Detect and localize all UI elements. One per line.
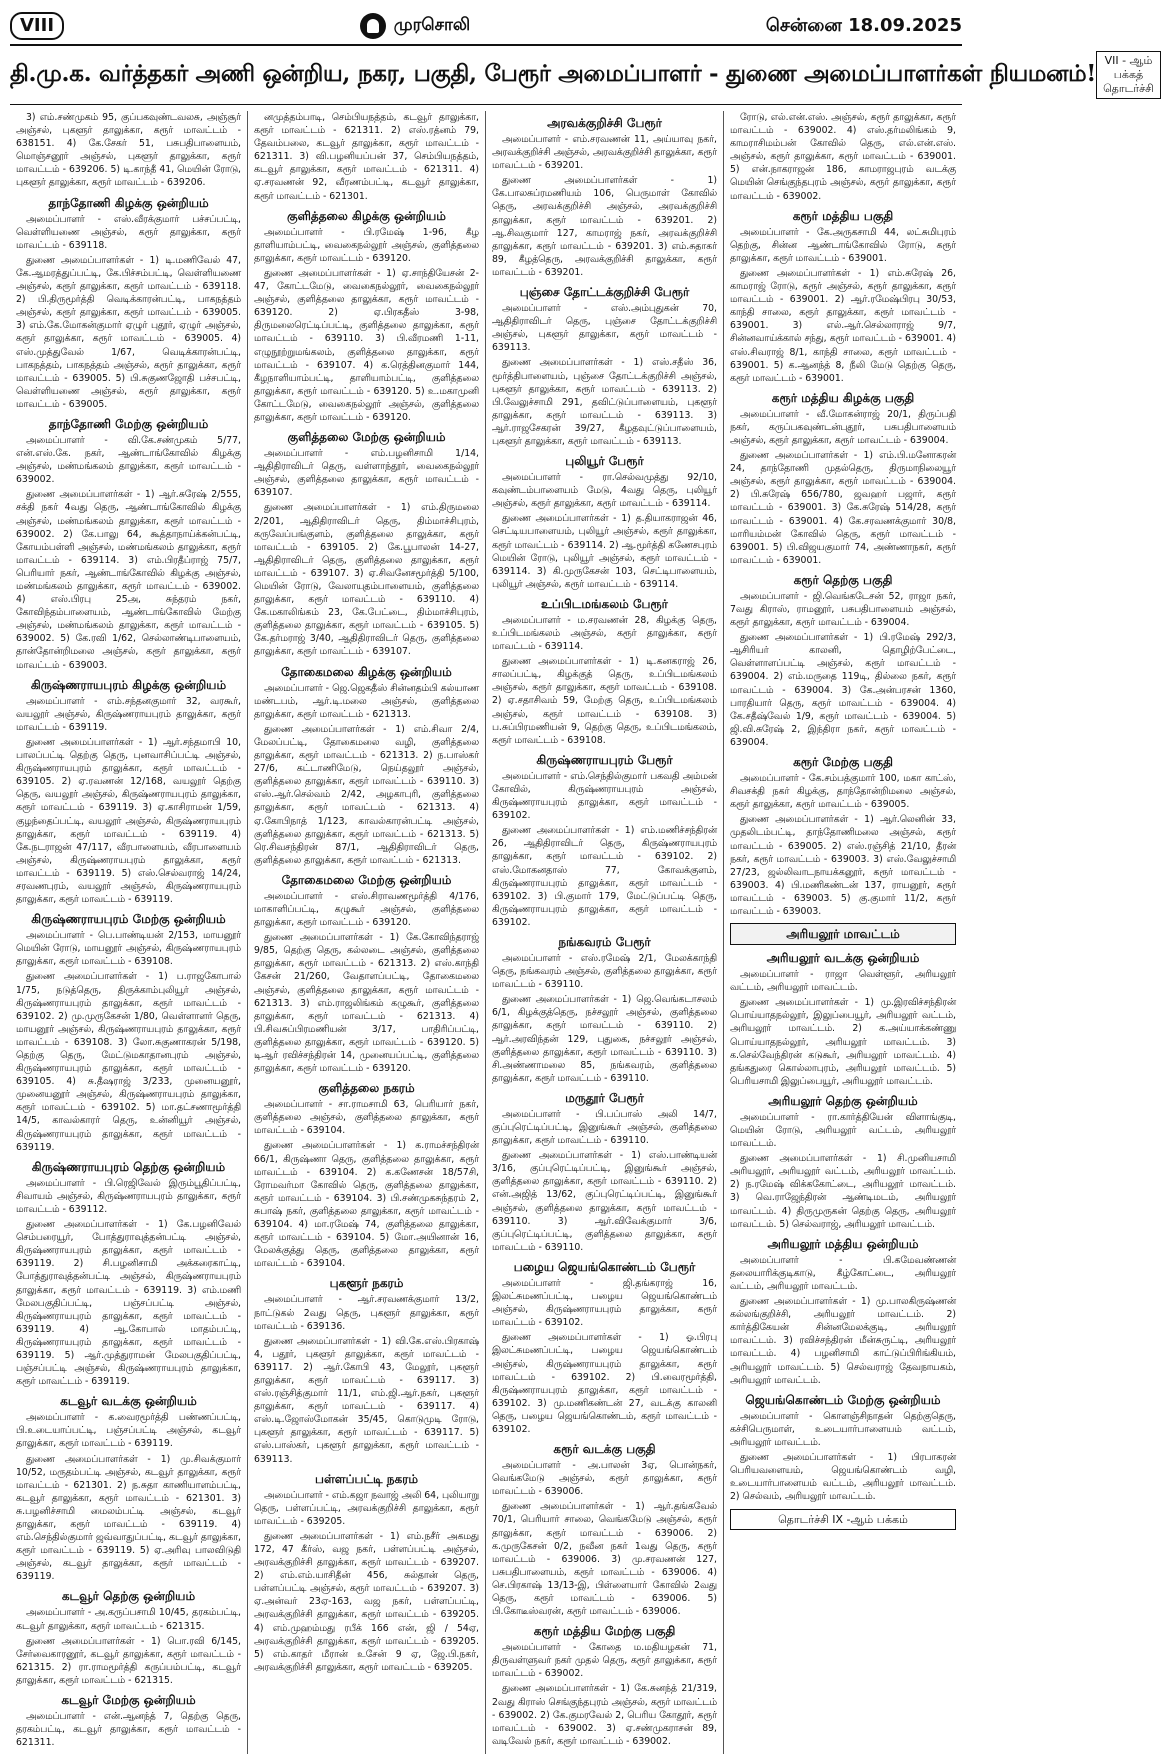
section (16, 1393, 241, 1583)
section-paragraph: அமைப்பாளர் - அ.கருப்பசாமி 10/45, தரகம்பட்டி, கடவூர் தாலுக்கா, கரூர் மாவட்டம் - 621315. (16, 1607, 241, 1632)
section-paragraph: அமைப்பாளர் - பி.கமேவண்ணன் தலையாரிக்குடிகாடு, கீழ்கோட்டை, அரியலூர் வட்டம், அரியலூர் மாவட்டம். (730, 1254, 956, 1292)
section-heading: தோகைமலை கிழக்கு ஒன்றியம் (281, 664, 452, 679)
section-paragraph: 3) எம்.சண்முகம் 95, குப்பகவுண்டவலசு, அஞ்சூர் அஞ்சல், புகளூர் தாலுக்கா, கரூர் மாவட்டம் - 638151. 4) கே.சேகர் 51, பசுபதிபாளையம், மொஞ்சனூர் அஞ்சல், புகளூர் தாலுக்கா, கரூர் மாவட்டம் - 639206. 5) டி.காந்தீ 41, மெயின் ரோடு, புகளூர் தாலுக்கா, கரூர் மாவட்டம் - 639206. (16, 112, 241, 189)
column-3 (486, 111, 724, 1754)
section-paragraph: அமைப்பாளர் - எஸ்.அம்புதுகன் 70, ஆதிதிராவிடர் தெரு, புஞ்சை தோட்டக்குறிச்சி அஞ்சல், புகளூர் தாலுக்கா, கரூர் மாவட்டம் - 639113. (492, 303, 717, 354)
section (730, 754, 956, 918)
section-paragraph: துணை அமைப்பாளர்கள் - 1) எம்.திருமலை 2/201, ஆதிதிராவிடர் தெரு, திம்மாச்சிபுரம், கருவேப்பங்குளம், குளித்தலை தாலுக்கா, கரூர் மாவட்டம் - 639105. 2) கே.பூபாலன் 14-27, ஆதிதிராவிடர் தெரு, குளித்தலை தாலுக்கா, கரூர் மாவட்டம் - 639107. 3) ஏ.சிவனேசமூர்த்தி 5/100, மெயின் ரோடு, வேலாயுதம்பாளையம், குளித்தலை தாலுக்கா, கரூர் மாவட்டம் - 639110. 4) கே.மகாலிங்கம் 23, கே.பேட்டை, திம்மாச்சிபுரம், குளித்தலை தாலுக்கா, கரூர் மாவட்டம் - 639105. 5) கே.தர்மராஜ் 3/40, ஆதிதிராவிடர் தெரு, குளித்தலை தாலுக்கா, கரூர் மாவட்டம் - 639107. (254, 502, 479, 658)
section (16, 1692, 241, 1749)
section (16, 1159, 241, 1389)
section-paragraph: அமைப்பாளர் - என்.ஆனந்த் 7, தெற்கு தெரு, தரகம்பட்டி, கடவூர் தாலுக்கா, கரூர் மாவட்டம் - 621311. (16, 1711, 241, 1749)
masthead (10, 8, 962, 46)
section-heading: அரவக்குறிச்சி பேரூர் (547, 116, 662, 130)
section-paragraph: அமைப்பாளர் - கே.சம்பத்குமார் 100, மகா காட்ஸ், சிவசக்தி நகர் கிழக்கு, தாந்தோன்றிமலை அஞ்சல், கரூர் தாலுக்கா, கரூர் மாவட்டம் - 639005. (730, 773, 956, 811)
section-heading: நங்கவரம் பேரூர் (558, 934, 651, 949)
section-heading: பள்ளப்பட்டி நகரம் (315, 1471, 418, 1486)
section-paragraph: அமைப்பாளர் - ராஜா வெள்ளூர், அரியலூர் வட்டம், அரியலூர் மாவட்டம். (730, 969, 956, 994)
section (254, 1275, 479, 1465)
section-paragraph: துணை அமைப்பாளர்கள் - 1) எம்.மணிச்சந்திரன் 26, ஆதிதிராவிடர் தெரு, கிருஷ்ணராயபுரம் தாலுக்கா, கரூர் மாவட்டம் - 639102. 2) எஸ்.மோகனதாஸ் 77, கோவக்குளம், கிருஷ்ணராயபுரம் தாலுக்கா, கரூர் மாவட்டம் - 639102. 3) பி.குமார் 179, மேட்டுப்பட்டி தெரு, கிருஷ்ணராயபுரம் தாலுக்கா, கரூர் மாவட்டம் - 639102. (492, 825, 717, 928)
section (730, 390, 956, 567)
section-paragraph: அமைப்பாளர் - ஜெ.ஜெகதீஸ் சின்னதம்பி கல்யாண மண்டபம், ஆர்.டி.மலை அஞ்சல், குளித்தலை தாலுக்கா, கரூர் மாவட்டம் - 621313. (254, 682, 479, 720)
section-heading: தோகைமலை மேற்கு ஒன்றியம் (281, 872, 452, 887)
section-paragraph: துணை அமைப்பாளர்கள் - 1) க.ராமச்சந்திரன் 66/1, கிருஷ்ணா தெரு, குளித்தலை தாலுக்கா, கரூர் மாவட்டம் - 639104. 2) க.கணேசன் 18/57சி, ரோமவர்மா கோவில் தெரு, குளித்தலை தாலுக்கா, கரூர் மாவட்டம் - 639104. 3) பி.சண்முகசுந்தரம் 2, சுபாஷ் நகர், குளித்தலை தாலுக்கா, கரூர் மாவட்டம் - 639104. 4) மா.ரமேஷ் 74, குளித்தலை தாலுக்கா, கரூர் மாவட்டம் - 639104. 5) மோ.அயினான் 16, மேலக்குத்து தெரு, குளித்தலை தாலுக்கா, கரூர் மாவட்டம் - 639104. (254, 1140, 479, 1270)
section (492, 1623, 717, 1748)
section-paragraph: அமைப்பாளர் - வீ.மோகன்ராஜ் 20/1, திருப்பதி நகர், கருப்பகவுண்டன்புதூர், பசுபதிபாளையம் அஞ்சல், கரூர் தாலுக்கா, கரூர் மாவட்டம் - 639004. (730, 408, 956, 446)
section-heading: புகளூர் நகரம் (329, 1276, 404, 1291)
section-paragraph: துணை அமைப்பாளர்கள் - 1) ஜெ.வெங்கடாசலம் 6/1, கிழக்குத்தெரு, நச்சலூர் அஞ்சல், குளித்தலை தாலுக்கா, கரூர் மாவட்டம் - 639110. 2) ஆர்.அரவிந்தன் 129, புதுகை, நச்சலூர் அஞ்சல், குளித்தலை தாலுக்கா, கரூர் மாவட்டம் - 639110. 3) சி.அண்ணாமலை 85, நங்கவரம், குளித்தலை தாலுக்கா, கரூர் மாவட்டம் - 639110. (492, 994, 717, 1084)
section-paragraph: துணை அமைப்பாளர்கள் - 1) மு.இரவிச்சந்திரன் பொய்யாதநல்லூர், இலுப்பையூர், அரியலூர் வட்டம், அரியலூர் மாவட்டம். 2) க.அய்யாக்கண்ணு பொய்யாதநல்லூர், அரியலூர் மாவட்டம். 3) க.செல்வேந்திரன் கடுகூர், அரியலூர் மாவட்டம். 4) தங்கதுரை கொல்லாபுரம், அரியலூர் மாவட்டம். 5) பெரியசாமி இலுப்பையூர், அரியலூர் மாவட்டம். (730, 997, 956, 1087)
section (492, 1090, 717, 1254)
section-paragraph: அமைப்பாளர் - எம்.கஜா நவாஜ் அலி 64, புலியாறு தெரு, பள்ளப்பட்டி, அரவக்குறிச்சி தாலுக்கா, கரூர் மாவட்டம் - 639205. (254, 1489, 479, 1527)
date: 18.09.2025 (848, 14, 962, 36)
section (254, 1471, 479, 1674)
section (16, 195, 241, 411)
section-paragraph: துணை அமைப்பாளர்கள் - 1) டி.கனகராஜ் 26, சாலப்பட்டி, கிழக்குத் தெரு, உப்பிடமங்கலம் அஞ்சல், கரூர் தாலுக்கா, கரூர் மாவட்டம் - 639108. 2) ஏ.சதாசிவம் 59, மேற்கு தெரு, உப்பிடமங்கலம் அஞ்சல், கரூர் மாவட்டம் - 639108. 3) ப.சுப்பிரமணியன் 9, தெற்கு தெரு, உப்பிடமங்கலம், கரூர் மாவட்டம் - 639108. (492, 656, 717, 746)
section (730, 1392, 956, 1504)
section-paragraph: அமைப்பாளர் - எம்.சந்தனகுமார் 32, வரகூர், வயலூர் அஞ்சல், கிருஷ்ணராயபுரம் தாலுக்கா, கரூர் மாவட்டம் - 639119. (16, 695, 241, 733)
section-paragraph: துணை அமைப்பாளர்கள் - 1) பிரபாகரன் பெரியவளையம், ஜெயங்கொண்டம் வழி, உடையார்பாளையம் வட்டம், அரியலூர் மாவட்டம். 2) செல்வம், அரியலூர் மாவட்டம். (730, 1451, 956, 1503)
section-paragraph: அமைப்பாளர் - எம்.சரவணன் 11, அய்யாவு நகர், அரவக்குறிச்சி அஞ்சல், அரவக்குறிச்சி தாலுக்கா, கரூர் மாவட்டம் - 639201. (492, 134, 717, 172)
section-heading: உப்பிடமங்கலம் பேரூர் (541, 596, 668, 611)
section-paragraph: அமைப்பாளர் - கே.அருகசாமி 44, லட்சுமிபுரம் தெற்கு, சின்ன ஆண்டாங்கோவில் ரோடு, கரூர் தாலுக்கா, கரூர் மாவட்டம் - 639001. (730, 226, 956, 264)
section-paragraph: அமைப்பாளர் - வி.கே.சண்முகம் 5/77, என்.எஸ்.கே. நகர், ஆண்டாங்கோவில் கிழக்கு அஞ்சல், மண்மங்கலம் தாலுக்கா, கரூர் மாவட்டம் - 639002. (16, 434, 241, 486)
section-paragraph: அமைப்பாளர் - எஸ்.வீரக்குமார் பச்சப்பட்டி, வெள்ளியணை அஞ்சல், கரூர் தாலுக்கா, கரூர் மாவட்டம் - 639118. (16, 213, 241, 251)
section-heading: ஜெயங்கொண்டம் மேற்கு ஒன்றியம் (745, 1392, 941, 1407)
section-heading: கரூர் வடக்கு பகுதி (553, 1442, 656, 1457)
column-2 (248, 111, 486, 1754)
section-paragraph: துணை அமைப்பாளர்கள் - 1) பொ.ரவி 6/145, சேர்வைகாரனூர், கடவூர் தாலுக்கா, கரூர் மாவட்டம் - 621315. 2) ரா.ராமமூர்த்தி கருப்பம்பட்டி, கடவூர் தாலுக்கா, கரூர் மாவட்டம் - 621315. (16, 1635, 241, 1686)
paper-name: முரசொலி (393, 15, 471, 35)
section-paragraph: அமைப்பாளர் - எம்.செந்தில்குமார் பகவதி அம்மன் கோவில், கிருஷ்ணராயபுரம் அஞ்சல், கிருஷ்ணராயபுரம் தாலுக்கா, கரூர் மாவட்டம் - 639102. (492, 770, 717, 822)
section-paragraph: துணை அமைப்பாளர்கள் - 1) வி.கே.எஸ்.பிரகாஷ் 4, பதூர், புகளூர் தாலுக்கா, கரூர் மாவட்டம் - 639117. 2) ஆர்.கோபி 43, மேலூர், புகளூர் தாலுக்கா, கரூர் மாவட்டம் - 639117. 3) எஸ்.ரஞ்சித்குமார் 11/1, எம்.ஜி.ஆர்.நகர், புகளூர் தாலுக்கா, கரூர் மாவட்டம் - 639117. 4) எஸ்.டி.ஜோஸ்மோகன் 35/45, கொடுமுடி ரோடு, புகளூர் தாலுக்கா, கரூர் மாவட்டம் - 639117. 5) எஸ்.பாஸ்கர், புகளூர் தாலுக்கா, கரூர் மாவட்டம் - 639113. (254, 1335, 479, 1465)
section-paragraph: துணை அமைப்பாளர்கள் - 1) சி.முனியசாமி அரியலூர், அரியலூர் வட்டம், அரியலூர் மாவட்டம். 2) ந.ரமேஷ் விக்ககோட்டை, அரியலூர் மாவட்டம். 3) வெ.ராஜேந்திரன் ஆண்டிமடம், அரியலூர் மாவட்டம். 4) திருமுருகன் தெற்கு தெரு, அரியலூர் மாவட்டம். 5) செல்வராஜ், அரியலூர் மாவட்டம். (730, 1153, 956, 1230)
section (492, 284, 717, 448)
section (730, 208, 956, 385)
column-1 (10, 111, 248, 1754)
section-heading: கரூர் மத்திய பகுதி (792, 208, 894, 223)
section-paragraph: துணை அமைப்பாளர்கள் - 1) எஸ்.சதீஸ் 36, மூர்த்திபாளையம், புஞ்சை தோட்டக்குறிச்சி அஞ்சல், புகளூர் தாலுக்கா, கரூர் மாவட்டம் - 639113. 2) பி.வேலுச்சாமி 291, தவிட்டுப்பாளையம், புகளூர் தாலுக்கா, கரூர் மாவட்டம் - 639113. 3) ஆர்.ராஜசேகரன் 39/27, கீழதவுட்டுப்பாளையம், புகளூர் தாலுக்கா, கரூர் மாவட்டம் - 639113. (492, 357, 717, 447)
section-paragraph: ரோடு, எல்.என்.எஸ். அஞ்சல், கரூர் தாலுக்கா, கரூர் மாவட்டம் - 639002. 4) எஸ்.தர்மலிங்கம் 9, காமராசிமம்பன் கோவில் தெரு, எல்.என்.எஸ். அஞ்சல், கரூர் தாலுக்கா, கரூர் மாவட்டம் - 639001. 5) என்.நாகராஜன் 186, காமராஜபுரம் வடக்கு மெயின் செங்குந்தபுரம் அஞ்சல், கரூர் தாலுக்கா, கரூர் மாவட்டம் - 639002. (730, 112, 956, 202)
section-paragraph: துணை அமைப்பாளர்கள் - 1) ஆர்.லெனின் 33, முதலிடம்பட்டி, தாந்தோணிமலை அஞ்சல், கரூர் மாவட்டம் - 639005. 2) எஸ்.ரஞ்சித் 21/10, தீரன் நகர், கரூர் மாவட்டம் - 639003. 3) எஸ்.வேலுச்சாமி 27/23, ஜல்லிவாடநாயக்கனூர், கரூர் மாவட்டம் - 639003. 4) பி.மணிகண்டன் 137, ராயனூர், கரூர் மாவட்டம் - 639003. 5) கு.குமார் 11/2, கரூர் மாவட்டம் - 639003. (730, 814, 956, 917)
section-heading: தாந்தோணி மேற்கு ஒன்றியம் (48, 416, 209, 431)
section-paragraph: துணை அமைப்பாளர்கள் - 1) த.தியாகராஜன் 46, செட்டியபாளையம், புலியூர் அஞ்சல், கரூர் தாலுக்கா, கரூர் மாவட்டம் - 639114. 2) ஆ.மூர்த்தி கணேசபுரம் மெயின் ரோடு, புலியூர் அஞ்சல், கரூர் மாவட்டம் - 639114. 3) கி.முருகேசன் 103, செட்டிபாளையம், புலியூர் அஞ்சல், கரூர் மாவட்டம் - 639114. (492, 513, 717, 590)
section-heading: கிருஷ்ணராயபுரம் கிழக்கு ஒன்றியம் (30, 677, 227, 692)
section-heading: மருதூர் பேரூர் (565, 1090, 644, 1105)
section-heading: கரூர் மத்திய மேற்கு பகுதி (533, 1624, 676, 1639)
section-paragraph: அமைப்பாளர் - க.வைரமூர்த்தி பண்ணப்பட்டி, பி.உடையாப்பட்டி, பஞ்சப்பட்டி அஞ்சல், கடவூர் தாலுக்கா, கரூர் மாவட்டம் - 639119. (16, 1412, 241, 1450)
section-heading: அரியலூர் வடக்கு ஒன்றியம் (766, 951, 920, 966)
section-paragraph: அமைப்பாளர் - ரா.செல்வமுத்து 92/10, கவுண்டம்பாளையம் மேடு, 4வது தெரு, புலியூர் அஞ்சல், கரூர் தாலுக்கா, கரூர் மாவட்டம் - 639114. (492, 472, 717, 510)
section-paragraph: அமைப்பாளர் - பி.ரமேஷ் 1-96, கீழ தாளியாம்பட்டி, வைகைநல்லூர் அஞ்சல், குளித்தலை தாலுக்கா, கரூர் மாவட்டம் - 639120. (254, 226, 479, 264)
section-heading: குளித்தலை நகரம் (318, 1081, 415, 1096)
section-paragraph: துணை அமைப்பாளர்கள் - 1) ஏ.சாந்தியேசன் 2-47, கோட்டமேடு, வைகைநல்லூர், வைகைநல்லூர் அஞ்சல், குளித்தலை தாலுக்கா, கரூர் மாவட்டம் - 639120. 2) ஏ.பிரகதீஸ் 3-98, திருமலைரெட்டிப்பட்டி, குளித்தலை தாலுக்கா, கரூர் மாவட்டம் - 639110. 3) பி.வீரமணி 1-11, எழுநூற்றுமங்கலம், குளித்தலை தாலுக்கா, கரூர் மாவட்டம் - 639107. 4) க.ரெத்தினகுமார் 144, கீழநாளியாம்பட்டி, தாளியாம்பட்டி, குளித்தலை தாலுக்கா, கரூர் மாவட்டம் - 639120. 5) உ.மகாமுனி கோட்டமேடு, வைகைநல்லூர் அஞ்சல், குளித்தலை தாலுக்கா, கரூர் மாவட்டம் - 639120. (254, 267, 479, 423)
section-heading: கிருஷ்ணராயபுரம் பேரூர் (536, 752, 673, 767)
page-headline: தி.மு.க. வர்த்தகர் அணி ஒன்றிய, நகர, பகுதி, பேரூர் அமைப்பாளர் - துணை அமைப்பாளர்கள் நியமனம்! (10, 60, 1097, 87)
section (16, 677, 241, 907)
section-heading: கடவூர் வடக்கு ஒன்றியம் (60, 1394, 197, 1409)
section-heading: பழைய ஜெயங்கொண்டம் பேரூர் (513, 1259, 696, 1274)
section-paragraph: அமைப்பாளர் - ஜி.தங்கராஜ் 16, இலட்சுமணப்பட்டி, பழைய ஜெயங்கொண்டம் அஞ்சல், கிருஷ்ணராயபுரம் தாலுக்கா, கரூர் மாவட்டம் - 639102. (492, 1277, 717, 1329)
section-paragraph: துணை அமைப்பாளர்கள் - 1) மு.சிவக்குமார் 10/52, மருதம்பட்டி அஞ்சல், கடவூர் தாலுக்கா, கரூர் மாவட்டம் - 621301. 2) ந.சுதா காணியாளம்பட்டி, கடவூர் தாலுக்கா, கரூர் மாவட்டம் - 621301. 3) சு.பழனிச்சாமி மைலம்பட்டி அஞ்சல், கடவூர் தாலுக்கா, கரூர் மாவட்டம் - 639119. 4) எம்.செந்தில்குமார் ஜவ்வாதுப்பட்டி, கடவூர் தாலுக்கா, கரூர் மாவட்டம் - 639119. 5) ஏ.அரிவு பாலவிடுதி அஞ்சல், கடவூர் தாலுக்கா, கரூர் மாவட்டம் - 639119. (16, 1453, 241, 1583)
section-paragraph: அமைப்பாளர் - ஜி.வெங்கடேசன் 52, ராஜா நகர், 7வது கிராஸ், ராமனூர், பசுபதிபாளையம் அஞ்சல், கரூர் தாலுக்கா, கரூர் மாவட்டம் - 639004. (730, 590, 956, 629)
section-paragraph: துணை அமைப்பாளர்கள் - 1) ஆர்.சந்தமாபி 10, பாலப்பட்டி தெற்கு தெரு, புனவாசிப்பட்டி அஞ்சல், கிருஷ்ணராயபுரம் தாலுக்கா, கரூர் மாவட்டம் - 639105. 2) ஏ.ரவணன் 12/168, வயலூர் தெற்கு தெரு, வயலூர் அஞ்சல், கிருஷ்ணராயபுரம் தாலுக்கா, கரூர் மாவட்டம் - 639119. 3) ஏ.காசிராமன் 1/59, குழந்தைப்பட்டி, வயலூர் அஞ்சல், கிருஷ்ணராயபுரம் தாலுக்கா, கரூர் மாவட்டம் - 639119. 4) கே.நடராஜன் 47/117, வீரபாளையம், வீரபாளையம் அஞ்சல், கிருஷ்ணராயபுரம் தாலுக்கா, கரூர் மாவட்டம் - 639119. 5) எஸ்.செல்வராஜ் 14/24, சரவணபுரம், வயலூர் அஞ்சல், கிருஷ்ணராயபுரம் தாலுக்கா, கரூர் மாவட்டம் - 639119. (16, 736, 241, 906)
section-paragraph: துணை அமைப்பாளர்கள் - 1) எம்.நசீர் அகமது 172, 47 கீர்ஸ், வஜ நகர், பள்ளப்பட்டி அஞ்சல், அரவக்குறிச்சி தாலுக்கா, கரூர் மாவட்டம் - 639207. 2) எம்.எம்.யாசிதீன் 456, சுல்தான் தெரு, பள்ளப்பட்டி அஞ்சல், கரூர் மாவட்டம் - 639207. 3) ஏ.அன்வர் 23ஏ-163, வஜ நகர், பள்ளப்பட்டி, அரவக்குறிச்சி தாலுக்கா, கரூர் மாவட்டம் - 639205. 4) எம்.முஹம்மது ரபீக் 166 என், ஜி / 54ஏ, அரவக்குறிச்சி தாலுக்கா, கரூர் மாவட்டம் - 639205. 5) எம்.காதர் மீரான் உசேன் 9 ஏ, ஜே.பி.நகர், அரவக்குறிச்சி தாலுக்கா, கரூர் மாவட்டம் - 639205. (254, 1530, 479, 1673)
section-heading: கிருஷ்ணராயபுரம் தெற்கு ஒன்றியம் (31, 1159, 226, 1174)
section (492, 1441, 717, 1618)
section-paragraph: அமைப்பாளர் - பி.பப்பாஸ் அலி 14/7, குப்புரெட்டிப்பட்டி, இனுங்கூர் அஞ்சல், குளித்தலை தாலுக்கா, கரூர் மாவட்டம் - 639110. (492, 1108, 717, 1147)
section-paragraph: அமைப்பாளர் - எஸ்.சிராவணமூர்த்தி 4/176, மாகாளிப்பட்டி, கழுகூர் அஞ்சல், குளித்தலை தாலுக்கா, கரூர் மாவட்டம் - 639120. (254, 890, 479, 929)
dateline (766, 15, 962, 38)
murasoli-logo-icon (360, 13, 386, 39)
section (254, 111, 479, 203)
section (16, 911, 241, 1154)
paper-brand (360, 13, 471, 39)
section-heading: குளித்தலை கிழக்கு ஒன்றியம் (287, 208, 446, 223)
section-heading: குளித்தலை மேற்கு ஒன்றியம் (287, 430, 446, 445)
section-paragraph: துணை அமைப்பாளர்கள் - 1) எஸ்.பாண்டியன் 3/16, குப்புரெட்டிப்பட்டி, இனுங்கூர் அஞ்சல், குளித்தலை தாலுக்கா, கரூர் மாவட்டம் - 639110. 2) என்.அஜித் 13/62, குப்புரெட்டிப்பட்டி, இனுங்கூர் அஞ்சல், குளித்தலை தாலுக்கா, கரூர் மாவட்டம் - 639110. 3) ஆர்.விவேக்குமார் 3/6, குப்புரெட்டிப்பட்டி, குளித்தலை தாலுக்கா, கரூர் மாவட்டம் - 639110. (492, 1150, 717, 1253)
section-heading: கரூர் மேற்கு பகுதி (793, 755, 893, 770)
section-paragraph: துணை அமைப்பாளர்கள் - 1) கே.பாலசுப்ரமணியம் 106, பெருமாள் கோவில் தெரு, அரவக்குறிச்சி அஞ்சல், அரவக்குறிச்சி தாலுக்கா, கரூர் மாவட்டம் - 639201. 2) ஆ.சிவகுமார் 127, காமராஜ் நகர், அரவக்குறிச்சி தாலுக்கா, கரூர் மாவட்டம் - 639201. 3) எம்.சுதாகர் 89, கீழத்தெரு, அரவக்குறிச்சி தாலுக்கா, கரூர் மாவட்டம் - 639201. (492, 175, 717, 278)
section-paragraph: அமைப்பாளர் - சா.ராமசாமி 63, பெரியார் நகர், குளித்தலை அஞ்சல், குளித்தலை தாலுக்கா, கரூர் மாவட்டம் - 639104. (254, 1099, 479, 1137)
section (16, 111, 241, 190)
section-heading: தாந்தோணி கிழக்கு ஒன்றியம் (48, 195, 209, 210)
section (254, 664, 479, 867)
section-paragraph: துணை அமைப்பாளர்கள் - 1) எம்.பி.மனோகரன் 24, தாந்தோணி முதல்தெரு, திருமாநிலையூர் அஞ்சல், கரூர் தாலுக்கா, கரூர் மாவட்டம் - 639004. 2) பி.சுரேஷ் 656/780, ஜவஹர் பஜார், கரூர் மாவட்டம் - 639001. 3) கே.சுரேஷ் 514/28, கரூர் மாவட்டம் - 639001. 4) கே.சரவணக்குமார் 30/8, மாரியம்மன் கோவில் தெரு, கரூர் மாவட்டம் - 639001. 5) பி.விஜயகுமார் 74, அண்ணாநகர், கரூர் மாவட்டம் - 639001. (730, 450, 956, 566)
city: சென்னை (765, 14, 842, 36)
section-heading: புலியூர் பேரூர் (565, 454, 644, 469)
section-paragraph: துணை அமைப்பாளர்கள் - 1) டி.மணிவேல் 47, கே.ஆமரத்துப்பட்டி, கே.பிச்சம்பட்டி, வெள்ளியணை அஞ்சல், கரூர் தாலுக்கா, கரூர் மாவட்டம் - 639118. 2) பி.திருமூர்த்தி வெடிக்காரன்பட்டி, பாகநத்தம் அஞ்சல், கரூர் தாலுக்கா, கரூர் மாவட்டம் - 639005. 3) எம்.கே.மோகன்குமார் ஏழுர் புதூர், ஏழுர் அஞ்சல், கரூர் தாலுக்கா, கரூர் மாவட்டம் - 639005. 4) எஸ்.முத்துவேல் 1/67, வெடிக்காரன்பட்டி, பாகநத்தம், பாகநத்தம் அஞ்சல், கரூர் தாலுக்கா, கரூர் மாவட்டம் - 639005. 5) பி.சுகுணஜோதி பச்சபட்டி, வெள்ளியணை அஞ்சல், கரூர் தாலுக்கா, கரூர் மாவட்டம் - 639005. (16, 254, 241, 410)
section-paragraph: துணை அமைப்பாளர்கள் - 1) மு.பாலகிருஷ்ணன் கல்லங்குறிச்சி, அரியலூர் மாவட்டம். 2) கார்த்திகேயன் சின்னமேலக்குடி, அரியலூர் மாவட்டம். 3) ரவிச்சந்திரன் மீன்சுருட்டி, அரியலூர் மாவட்டம். 4) பழனிசாமி காட்டுப்பிரிங்கியம், அரியலூர் மாவட்டம். 5) செல்வராஜ் தேவநாயகம், அரியலூர் மாவட்டம். (730, 1296, 956, 1386)
section-heading: கரூர் மத்திய கிழக்கு பகுதி (771, 390, 915, 405)
district-heading: அரியலூர் மாவட்டம் (730, 923, 956, 945)
section (254, 208, 479, 424)
section-paragraph: துணை அமைப்பாளர்கள் - 1) கே.பழனிவேல் செம்பரையூர், போத்துராவுத்தன்பட்டி அஞ்சல், கிருஷ்ணராயபுரம் தாலுக்கா, கரூர் மாவட்டம் - 639119. 2) சி.பழனிசாமி அக்கரைகாட்டி, போத்துராவுத்தன்பட்டி அஞ்சல், கிருஷ்ணராயபுரம் தாலுக்கா, கரூர் மாவட்டம் - 639119. 3) எம்.மணி மேலபகுதிப்பட்டி, பஞ்சப்பட்டி அஞ்சல், கிருஷ்ணராயபுரம் தாலுக்கா, கரூர் மாவட்டம் - 639119. 4) ஆ.கோபால் மாதம்பட்டி, கிருஷ்ணராயபுரம் தாலுக்கா, கரூர் மாவட்டம் - 639119. 5) ஆர்.முத்துராமன் மேலபகுதிப்பட்டி, பஞ்சப்பட்டி அஞ்சல், கிருஷ்ணராயபுரம் தாலுக்கா, கரூர் மாவட்டம் - 639119. (16, 1219, 241, 1388)
section-paragraph: துணை அமைப்பாளர்கள் - 1) கே.கோவிந்தராஜ் 9/85, தெற்கு தெரு, கல்லடை அஞ்சல், குளித்தலை தாலுக்கா, கரூர் மாவட்டம் - 621313. 2) எஸ்.காந்தி கேசன் 21/260, வேதாளப்பட்டி, தோகைமலை அஞ்சல், குளித்தலை தாலுக்கா, கரூர் மாவட்டம் - 621313. 3) எம்.ராஜலிங்கம் கழுகூர், குளித்தலை தாலுக்கா, கரூர் மாவட்டம் - 621313. 4) பி.சிவசுப்பிரமணியன் 3/17, பாதிரிப்பட்டி, குளித்தலை தாலுக்கா, கரூர் மாவட்டம் - 639120. 5) டிஆர் ரவிச்சந்திரன் 14, முனையப்பட்டி, குளித்தலை தாலுக்கா, கரூர் மாவட்டம் - 639120. (254, 932, 479, 1075)
section-paragraph: அமைப்பாளர் - அ.பாலன் 3ஏ, பொன்நகர், வெங்கமேடு அஞ்சல், கரூர் தாலுக்கா, கரூர் மாவட்டம் - 639006. (492, 1460, 717, 1498)
section (730, 950, 956, 1088)
section-heading: அரியலூர் மத்திய ஒன்றியம் (767, 1236, 919, 1251)
column-4 (724, 111, 962, 1754)
section-paragraph: துணை அமைப்பாளர்கள் - 1) ஆர்.தங்கவேல் 70/1, பெரியார் சாலை, வெங்கமேடு அஞ்சல், கரூர் தாலுக்கா, கரூர் மாவட்டம் - 639006. 2) க.முருகேசன் 0/2, நவீன நகர் 1வது தெரு, கரூர் மாவட்டம் - 639006. 3) மு.சரவணன் 127, பசுபதிபாளையம், கரூர் மாவட்டம் - 639006. 4) செ.பிரகாஷ் 13/13-இ, பிள்ளையார் கோவில் 2வது தெரு, கரூர் மாவட்டம் - 639006. 5) பி.கோடீஸ்வரன், கரூர் மாவட்டம் - 639006. (492, 1501, 717, 1618)
section (492, 596, 717, 747)
section-paragraph: அமைப்பாளர் - ரா.கார்த்தியேன் விளாங்குடி, மெயின் ரோடு, அரியலூர் வட்டம், அரியலூர் மாவட்டம். (730, 1111, 956, 1150)
section-paragraph: அமைப்பாளர் - பி.ரெஜிவேல் இரும்பூதிப்பட்டி, சிவாயம் அஞ்சல், கிருஷ்ணராயபுரம் தாலுக்கா, கரூர் மாவட்டம் - 639112. (16, 1177, 241, 1215)
section (492, 453, 717, 591)
continuation-box: VII - ஆம் பக்கத் தொடர்ச்சி (1096, 51, 1161, 99)
section (16, 1588, 241, 1687)
section (730, 1093, 956, 1231)
section-paragraph: துணை அமைப்பாளர்கள் - 1) பி.ரமேஷ் 292/3, ஆசிரியர் காலனி, தொழிற்பேட்டை, வெள்ளாளப்பட்டி அஞ்சல், கரூர் மாவட்டம் - 639004. 2) எம்.மருதை 119டி, தில்லை நகர், கரூர் மாவட்டம் - 639004. 3) கே.அன்பரசன் 1360, பாரதியார் தெரு, கரூர் மாவட்டம் - 639004. 4) கே.சதீஷ்வேல் 1/9, கரூர் மாவட்டம் - 639004. 5) ஜி.வி.சுரேஷ் 2, இந்திரா நகர், கரூர் மாவட்டம் - 639004. (730, 632, 956, 748)
section (730, 1236, 956, 1387)
section-paragraph: துணை அமைப்பாளர்கள் - 1) ஆர்.சுரேஷ் 2/555, சக்தி நகர் 4வது தெரு, ஆண்டாங்கோவில் கிழக்கு அஞ்சல், மண்மங்கலம் தாலுக்கா, கரூர் மாவட்டம் - 639002. 2) கே.பாலு 64, கூத்தாநாய்க்கன்பட்டி, கோயம்பள்ளி அஞ்சல், மண்மங்கலம் தாலுக்கா, கரூர் மாவட்டம் - 639114. 3) எம்.பிரதீப்ராஜ் 75/7, பெரியார் நகர், ஆண்டாங்கோவில் கிழக்கு அஞ்சல், மண்மங்கலம் தாலுக்கா, கரூர் மாவட்டம் - 639002. 4) எஸ்.பிரபு 25அ, சுந்தரம் நகர், கோவிந்தம்பாளையம், ஆண்டாங்கோவில் மேற்கு அஞ்சல், மண்மங்கலம் தாலுக்கா, கரூர் மாவட்டம் - 639002. 5) கே.ரவி 1/62, செல்லாண்டிபாளையம், தான்தோன்றிமலை அஞ்சல், கரூர் தாலுக்கா, கரூர் மாவட்டம் - 639003. (16, 489, 241, 671)
section-paragraph: அமைப்பாளர் - கொளஞ்சிநாதன் தெற்குதெரு, கச்சிபெருமாள், உடையார்பாளையம் வட்டம், அரியலூர் மாவட்டம். (730, 1410, 956, 1448)
section-heading: கடவூர் மேற்கு ஒன்றியம் (61, 1693, 196, 1708)
section (492, 934, 717, 1085)
section-heading: கடவூர் தெற்கு ஒன்றியம் (61, 1589, 196, 1604)
section-paragraph: அமைப்பாளர் - கோதை ம.மதியழகன் 71, திருவள்ளுவர் நகர் முதல் தெரு, கரூர் தாலுக்கா, கரூர் மாவட்டம் - 639002. (492, 1642, 717, 1680)
section-heading: அரியலூர் தெற்கு ஒன்றியம் (768, 1093, 918, 1108)
section-paragraph: அமைப்பாளர் - எம்.பழனிசாமி 1/14, ஆதிதிராவிடர் தெரு, வள்ளாந்தூர், வைகைநல்லூர் அஞ்சல், குளித்தலை தாலுக்கா, கரூர் மாவட்டம் - 639107. (254, 448, 479, 499)
section (730, 923, 956, 945)
section-paragraph: துணை அமைப்பாளர்கள் - 1) கே.சுனந்த் 21/319, 2வது கிராஸ் செங்குந்தபுரம் அஞ்சல், கரூர் மாவட்டம் - 639002. 2) கே.குமரவேல் 2, பெரிய கோதூர், கரூர் மாவட்டம் - 639002. 3) ஏ.சண்முகராசன் 89, வடிவேல் நகர், கரூர் மாவட்டம் - 639002. (492, 1683, 717, 1747)
page-number: VIII (10, 12, 64, 40)
section-heading: புஞ்சை தோட்டக்குறிச்சி பேரூர் (519, 285, 690, 300)
section (16, 416, 241, 672)
headline-row (10, 46, 1154, 105)
continued-on-box: தொடர்ச்சி IX -ஆம் பக்கம் (730, 1509, 956, 1530)
section (492, 752, 717, 929)
section-paragraph: துணை அமைப்பாளர்கள் - 1) ஓ.பிரபு இலட்சுமணப்பட்டி, பழைய ஜெயங்கொண்டம் அஞ்சல், கிருஷ்ணராயபுரம் தாலுக்கா, கரூர் மாவட்டம் - 639102. 2) பி.வைரமூர்த்தி, கிருஷ்ணராயபுரம் தாலுக்கா, கரூர் மாவட்டம் - 639102. 3) மு.மணிகண்டன் 27, வடக்கு காலனி தெரு, பழைய ஜெயங்கொண்டம், கரூர் மாவட்டம் - 639102. (492, 1332, 717, 1435)
section (492, 115, 717, 279)
section-paragraph: துணை அமைப்பாளர்கள் - 1) எம்.சிவா 2/4, மேலப்பட்டி, தோகைமலை வழி, குளித்தலை தாலுக்கா, கரூர் மாவட்டம் - 621313. 2) ந.பாஸ்கர் 27/6, கட்டாணிமேடு, நெய்தலூர் அஞ்சல், குளித்தலை தாலுக்கா, கரூர் மாவட்டம் - 639110. 3) எஸ்.ஆர்.செல்வம் 2/42, அழகாபுரி, குளித்தலை தாலுக்கா, கரூர் மாவட்டம் - 621313. 4) ஏ.கோபிநாத் 1/123, காவல்காரன்பட்டி அஞ்சல், குளித்தலை தாலுக்கா, கரூர் மாவட்டம் - 621313. 5) ரெ.சிவசந்திரன் 87/1, ஆதிதிராவிடர் தெரு, குளித்தலை தாலுக்கா, கரூர் மாவட்டம் - 621313. (254, 723, 479, 866)
section-paragraph: அமைப்பாளர் - ஆர்.சரவணக்குமார் 13/2, நாட்டுகல் 2வது தெரு, புகளூர் தாலுக்கா, கரூர் மாவட்டம் - 639136. (254, 1294, 479, 1332)
section-paragraph: அமைப்பாளர் - ம.சரவணன் 28, கிழக்கு தெரு, உப்பிடமங்கலம் அஞ்சல், கரூர் தாலுக்கா, கரூர் மாவட்டம் - 639114. (492, 614, 717, 653)
section-paragraph: அமைப்பாளர் - எஸ்.ரமேஷ் 2/1, மேலக்காந்தி தெரு, நங்கவரம் அஞ்சல், குளித்தலை தாலுக்கா, கரூர் மாவட்டம் - 639110. (492, 952, 717, 991)
section (730, 572, 956, 749)
section (254, 429, 479, 659)
section-paragraph: னமுத்தம்பாடி, செம்பியநத்தம், கடவூர் தாலுக்கா, கரூர் மாவட்டம் - 621311. 2) எஸ்.ரத்னம் 79, தேவம்பலை, கடவூர் தாலுக்கா, கரூர் மாவட்டம் - 621311. 3) வி.பழனியப்பன் 37, செம்பியநத்தம், கடவூர் தாலுக்கா, கரூர் மாவட்டம் - 621311. 4) ஏ.சரவணன் 92, வீரணம்பட்டி, கடவூர் தாலுக்கா, கரூர் மாவட்டம் - 621301. (254, 112, 479, 202)
section (254, 1080, 479, 1270)
section (254, 872, 479, 1075)
section-heading: கரூர் தெற்கு பகுதி (793, 572, 893, 587)
section-paragraph: அமைப்பாளர் - பெ.பாண்டியன் 2/153, மாயனூர் மெயின் ரோடு, மாயனூர் அஞ்சல், கிருஷ்ணராயபுரம் தாலுக்கா, கரூர் மாவட்டம் - 639108. (16, 930, 241, 968)
section-paragraph: துணை அமைப்பாளர்கள் - 1) ப.ராஜகோபால் 1/75, நடுத்தெரு, திருக்காம்புலியூர் அஞ்சல், கிருஷ்ணராயபுரம் தாலுக்கா, கரூர் மாவட்டம் - 639102. 2) மு.முருகேசன் 1/80, வெள்ளாளர் தெரு, மாயனூர் அஞ்சல், கிருஷ்ணராயபுரம் தாலுக்கா, கரூர் மாவட்டம் - 639108. 3) லோ.சுகுணாகரன் 5/198, தெற்கு தெரு, மேட்டுமகாதானபுரம் அஞ்சல், கிருஷ்ணராயபுரம் தாலுக்கா, கரூர் மாவட்டம் - 639105. 4) சு.தீஷராஜ் 3/233, முனையனூர், முனையனூர் அஞ்சல், கிருஷ்ணராயபுரம் தாலுக்கா, கரூர் மாவட்டம் - 639102. 5) மா.தட்சணாமூர்த்தி 14/5, காவல்காரர் தெரு, உன்னியூர் அஞ்சல், கிருஷ்ணராயபுரம் தாலுக்கா, கரூர் மாவட்டம் - 639119. (16, 971, 241, 1153)
section-paragraph: துணை அமைப்பாளர்கள் - 1) எம்.சுரேஷ் 26, காமராஜ் ரோடு, கரூர் அஞ்சல், கரூர் தாலுக்கா, கரூர் மாவட்டம் - 639001. 2) ஆர்.ரமேஷ்பிரபு 30/53, காந்தி சாலை, கரூர் தாலுக்கா, கரூர் மாவட்டம் - 639001. 3) எல்.ஆர்.செல்லாராஜ் 9/7, சின்னவாய்க்கால் சந்து, கரூர் மாவட்டம் - 639001. 4) எஸ்.சிவராஜ் 8/1, காந்தி சாலை, கரூர் மாவட்டம் - 639001. 5) க.ஆனந்த் 8, நீலி மேடு தெற்கு தெரு, கரூர் மாவட்டம் - 639001. (730, 267, 956, 384)
section-heading: கிருஷ்ணராயபுரம் மேற்கு ஒன்றியம் (31, 912, 226, 927)
section (730, 111, 956, 203)
article-columns (10, 111, 962, 1749)
section (492, 1259, 717, 1436)
